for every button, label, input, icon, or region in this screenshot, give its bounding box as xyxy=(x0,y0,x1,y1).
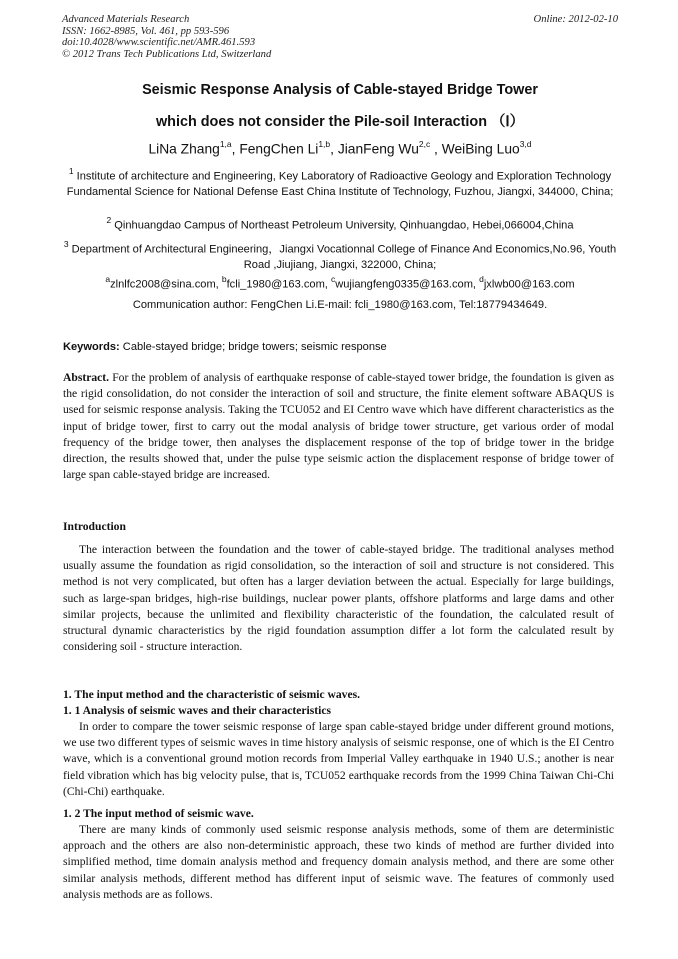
author-separator: , xyxy=(231,141,240,157)
email-mark: d xyxy=(479,274,484,284)
author-affiliation-mark: 3,d xyxy=(519,139,532,149)
email-mark: a xyxy=(105,274,111,284)
email-mark: c xyxy=(330,274,336,284)
author-name: WeiBing Luo xyxy=(441,141,520,157)
author-affiliation-mark: 1,b xyxy=(318,139,331,149)
affiliation-3 xyxy=(62,238,618,273)
section-1-2-heading: 1. 2 The input method of seismic wave. xyxy=(63,807,254,820)
affiliation-mark: 1 xyxy=(68,166,74,176)
introduction-heading: Introduction xyxy=(63,520,126,533)
section-1-1-heading: 1. 1 Analysis of seismic waves and their characteristics xyxy=(63,704,332,717)
journal-header xyxy=(62,14,618,60)
author-emails xyxy=(62,275,618,291)
paper-title-line-2: which does not consider the Pile-soil Interaction （Ⅰ） xyxy=(155,114,525,130)
copyright-line: © 2012 Trans Tech Publications Ltd, Switzerland xyxy=(62,48,272,60)
abstract-text: For the problem of analysis of earthquake response of cable-stayed tower bridge, the foundation is given as the rigid consolidation, do not consider the interaction of soil and structure, the finite element software ABAQUS is used for seismic response analysis. Taking the TCU052 and EI Centro wave which have different characteristics as the input of bridge tower, first to carry out the modal analysis of bridge tower structure, get various order of modal frequency of the bridge tower, then analyses the displacement response of the top of bridge tower in the bridge direction, the results showed that, under the pulse type seismic action the displacement response of bridge tower of large span cable-stayed bridge are increased. xyxy=(63,371,614,482)
author-separator: , xyxy=(330,141,338,157)
section-1-heading: 1. The input method and the characteristic of seismic waves. xyxy=(63,688,361,701)
author-name: FengChen Li xyxy=(239,141,319,157)
email-address: jxlwb00@163.com xyxy=(483,278,575,291)
communication-author: Communication author: FengChen Li.E-mail: fcli_1980@163.com, Tel:18779434649. xyxy=(132,299,548,311)
email-address: fcli_1980@163.com, xyxy=(226,278,331,291)
affiliation-2 xyxy=(62,214,618,234)
abstract-label: Abstract. xyxy=(63,371,110,384)
introduction-paragraph: The interaction between the foundation and the tower of cable-stayed bridge. The traditional analyses method usually assume the foundation as rigid consolidation, so the interaction of soil and structure is not considered. This method is not very complicated, but often has a larger deviation between the actual. Especially for large buildings, such as large-span bridges, high-rise buildings, nuclear power plants, offshore platforms and large dams and other similar projects, because the unlimited and flexibility characteristic of the foundation, the calculated result of structural dynamic characteristics by the rigid foundation assumption differ a lot form the calculated result by considering soil - structure interaction. xyxy=(63,543,614,654)
email-address: zlnlfc2008@sina.com, xyxy=(110,278,222,291)
abstract xyxy=(63,370,614,483)
affiliation-text: Qinhuangdao Campus of Northeast Petroleum University, Qinhuangdao, Hebei,066004,China xyxy=(111,219,574,232)
author-affiliation-mark: 2,c xyxy=(418,139,431,149)
section-1-1-paragraph: In order to compare the tower seismic response of large span cable-stayed bridge under different ground motions, we use two different types of seismic waves in time history analysis of seismic response, one of which is the EI Centro wave, which is a conventional ground motion records from Imperial Valley earthquake in 1940 U.S.; another is near field vibration which has big velocity pulse, that is, TCU052 earthquake records from the 1999 China Taiwan Chi-Chi (Chi-Chi) earthquake. xyxy=(63,720,615,798)
author-affiliation-mark: 1,a xyxy=(219,139,232,149)
author-list xyxy=(62,140,618,157)
journal-name: Advanced Materials Research xyxy=(62,14,190,25)
keywords xyxy=(63,341,619,353)
keywords-label: Keywords: xyxy=(63,341,120,353)
affiliation-mark: 2 xyxy=(106,215,112,225)
author-name: LiNa Zhang xyxy=(148,141,220,157)
affiliation-text: Institute of architecture and Engineering, Key Laboratory of Radioactive Geology and Exploration Technology Fundamental Science for National Defense East China Institute of Technology, Fuzhou, Jiangxi, 344000, China; xyxy=(66,170,614,198)
affiliation-mark: 3 xyxy=(63,239,69,249)
email-mark: b xyxy=(221,274,227,284)
issn-line: ISSN: 1662-8985, Vol. 461, pp 593-596 xyxy=(62,25,230,37)
affiliation-text: Department of Architectural Engineering，Jiangxi Vocationnal College of Finance And Economics,No.96, Youth Road ,Jiujiang, Jiangxi, 322000, China; xyxy=(68,243,617,271)
author-separator: , xyxy=(430,141,442,157)
doi-line: doi:10.4028/www.scientific.net/AMR.461.593 xyxy=(62,37,256,48)
email-address: wujiangfeng0335@163.com, xyxy=(335,278,480,291)
section-1-2-paragraph: There are many kinds of commonly used seismic response analysis methods, some of them are deterministic approach and the others are also non-deterministic approach, these two kinds of method are further divided into simplified method, time domain analysis method and frequency domain analysis method, and there are some other similar analysis methods, different method has different input of seismic wave. The features of commonly used analysis methods are as follows. xyxy=(63,823,614,901)
keywords-text: Cable-stayed bridge; bridge towers; seismic response xyxy=(119,341,387,353)
affiliation-1 xyxy=(62,165,618,200)
online-date: Online: 2012-02-10 xyxy=(533,14,618,25)
paper-title-line-1: Seismic Response Analysis of Cable-stayed Bridge Tower xyxy=(142,82,538,98)
author-name: JianFeng Wu xyxy=(337,141,419,157)
